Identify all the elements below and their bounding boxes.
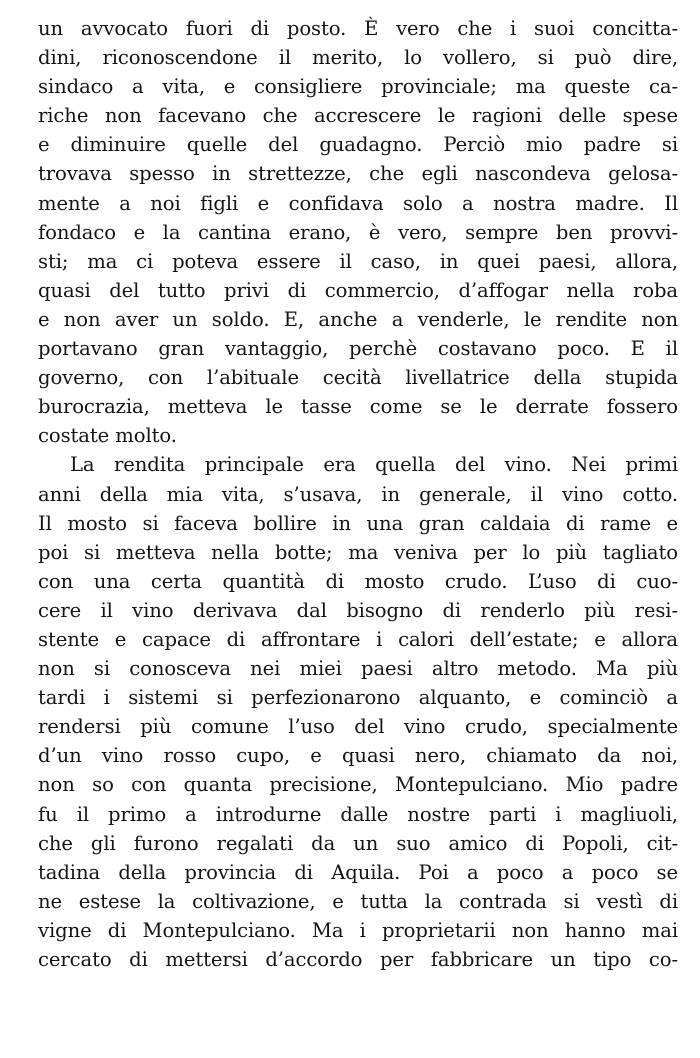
text-line: governo, con l’abituale cecità livellatrice della stupida [38,366,678,390]
text-line: La rendita principale era quella del vino. Nei primi [70,453,678,477]
text-line: fu il primo a introdurne dalle nostre parti i magliuoli, [38,802,678,826]
text-line: costate molto. [38,424,177,448]
text-line: mente a noi figli e confidava solo a nostra madre. Il [38,191,678,215]
text-line: non so con quanta precisione, Montepulciano. Mio padre [38,773,678,797]
text-line: quasi del tutto privi di commercio, d’affogar nella roba [38,278,678,302]
text-line: fondaco e la cantina erano, è vero, sempre ben provvi- [38,220,678,244]
text-line: riche non facevano che accrescere le ragioni delle spese [38,104,678,128]
text-line: e diminuire quelle del guadagno. Perciò mio padre si [38,133,678,157]
text-line: non si conosceva nei miei paesi altro metodo. Ma più [38,657,678,681]
text-line: d’un vino rosso cupo, e quasi nero, chiamato da noi, [38,744,678,768]
text-line: sindaco a vita, e consigliere provinciale; ma queste ca- [38,75,678,99]
text-line: Il mosto si faceva bollire in una gran caldaia di rame e [38,511,678,535]
text-line: dini, riconoscendone il merito, lo vollero, si può dire, [38,46,678,70]
text-line: cere il vino derivava dal bisogno di renderlo più resi- [38,598,678,622]
text-line: poi si metteva nella botte; ma veniva per lo più tagliato [38,540,678,564]
text-line: anni della mia vita, s’usava, in generale, il vino cotto. [38,482,678,506]
text-line: vigne di Montepulciano. Ma i proprietarii non hanno mai [38,918,678,942]
text-line: trovava spesso in strettezze, che egli nascondeva gelosa- [38,162,678,186]
text-line: rendersi più comune l’uso del vino crudo, specialmente [38,715,678,739]
text-line: cercato di mettersi d’accordo per fabbricare un tipo co- [38,948,678,971]
text-line: un avvocato fuori di posto. È vero che i suoi concitta- [38,17,678,40]
text-line: portavano gran vantaggio, perchè costavano poco. E il [38,337,678,361]
text-line: ne estese la coltivazione, e tutta la contrada si vestì di [38,889,678,913]
paragraph-2 [38,450,678,974]
text-line: tadina della provincia di Aquila. Poi a poco a poco se [38,860,678,884]
text-line: burocrazia, metteva le tasse come se le derrate fossero [38,395,678,419]
text-line: sti; ma ci poteva essere il caso, in quei paesi, allora, [38,249,678,273]
paragraph-1 [38,14,678,450]
text-line: tardi i sistemi si perfezionarono alquanto, e cominciò a [38,686,678,710]
text-line: stente e capace di affrontare i calori dell’estate; e allora [38,627,678,651]
text-line: che gli furono regalati da un suo amico di Popoli, cit- [38,831,678,855]
text-line: con una certa quantità di mosto crudo. L’uso di cuo- [38,569,678,593]
document-page [38,14,678,974]
text-line: e non aver un soldo. E, anche a venderle, le rendite non [38,307,678,331]
